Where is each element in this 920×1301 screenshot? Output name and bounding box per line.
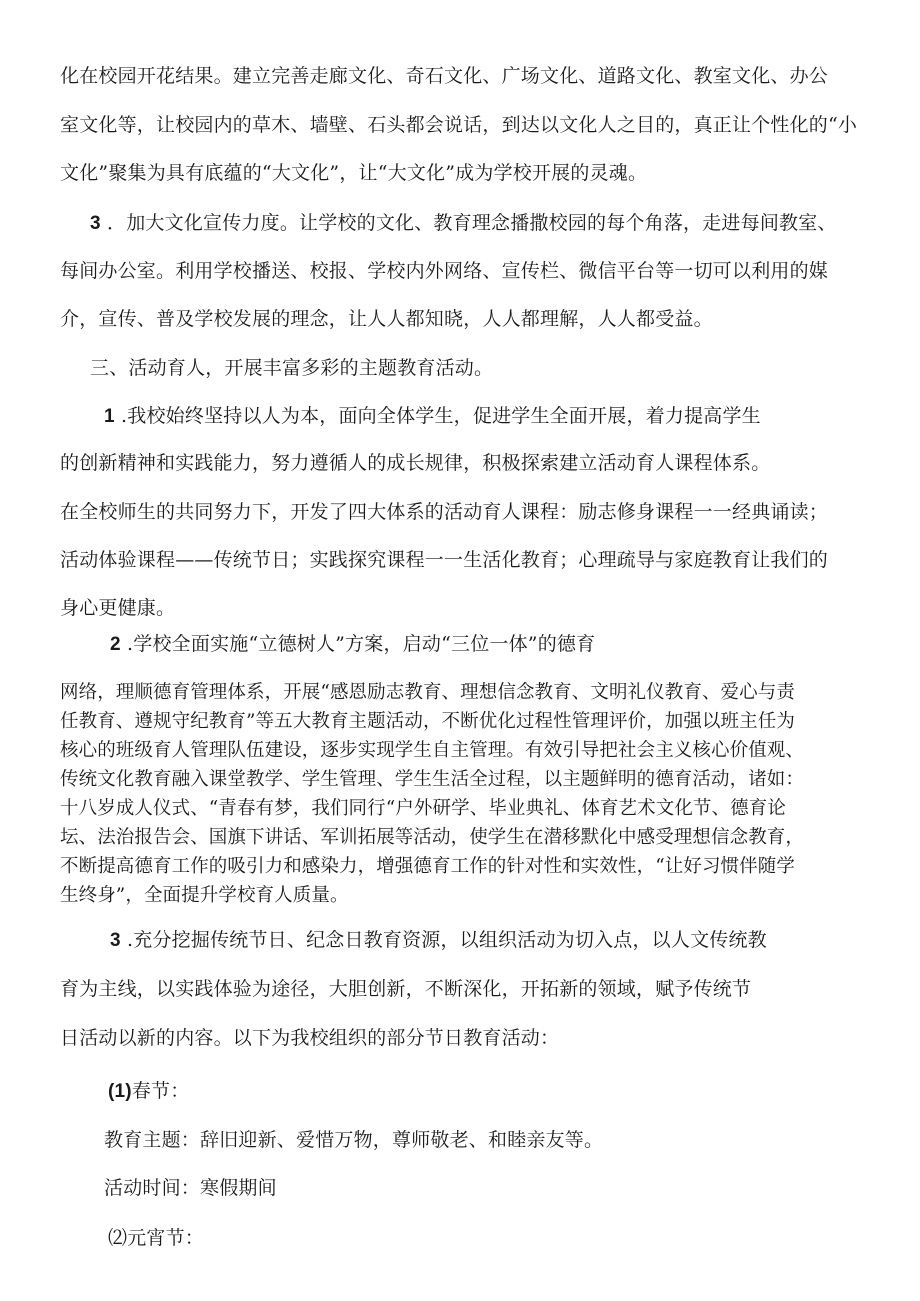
paragraph-line: 生终身”，全面提升学校育人质量。: [60, 885, 349, 906]
list-text: .充分挖掘传统节日、纪念日教育资源，以组织活动为切入点，以人文传统教: [127, 929, 767, 951]
list-item-1-activities: [104, 404, 761, 429]
paragraph-line: 传统文化教育融入课堂教学、学生管理、学生生活全过程，以主题鲜明的德育活动，诸如：: [60, 769, 805, 790]
list-number: 2: [110, 634, 121, 655]
paragraph-line: 日活动以新的内容。以下为我校组织的部分节日教育活动：: [60, 1027, 560, 1049]
paragraph-line: 任教育、遵规守纪教育”等五大教育主题活动，不断优化过程性管理评价，加强以班主任为: [60, 711, 795, 732]
list-item-3-culture: [90, 211, 837, 236]
paragraph-line: 十八岁成人仪式、“青春有梦，我们同行“户外研学、毕业典礼、体育艺术文化节、德育论: [60, 798, 786, 819]
list-text: .我校始终坚持以人为本，面向全体学生，促进学生全面开展，着力提高学生: [121, 405, 761, 427]
paragraph-line: 育为主线，以实践体验为途径，大胆创新，不断深化，开拓新的领域，赋予传统节: [60, 978, 752, 1000]
paragraph-line: 不断提高德育工作的吸引力和感染力，增强德育工作的针对性和实效性，“让好习惯伴随学: [60, 856, 795, 877]
paragraph-line: 核心的班级育人管理队伍建设，逐步实现学生自主管理。有效引导把社会主义核心价值观、: [60, 740, 805, 761]
activity-time: 活动时间：寒假期间: [104, 1177, 277, 1199]
paragraph-line: 身心更健康。: [60, 597, 176, 619]
paragraph-line: 的创新精神和实践能力，努力遵循人的成长规律，积极探索建立活动育人课程体系。: [60, 452, 771, 474]
list-number: 1: [104, 406, 115, 427]
paragraph-line: 文化”聚集为具有底蕴的“大文化”，让“大文化”成为学校开展的灵魂。: [60, 162, 648, 184]
section-heading: 三、活动育人，开展丰富多彩的主题教育活动。: [90, 357, 494, 379]
list-item-2-moral-education: [110, 632, 595, 657]
festival-spring-heading: [108, 1079, 189, 1104]
list-number: (1): [108, 1081, 132, 1102]
paragraph-line: 活动体验课程——传统节日；实践探究课程一一生活化教育；心理疏导与家庭教育让我们的: [60, 549, 829, 571]
paragraph-line: 室文化等，让校园内的草木、墙壁、石头都会说话，到达以文化人之目的，真正让个性化的“小: [60, 114, 858, 136]
paragraph-line: 坛、法治报告会、国旗下讲话、军训拓展等活动，使学生在潜移默化中感受理想信念教育，: [60, 827, 805, 848]
paragraph-line: 化在校园开花结果。建立完善走廊文化、奇石文化、广场文化、道路文化、教室文化、办公: [60, 65, 829, 87]
list-item-3-festivals: [110, 928, 767, 953]
list-number: 3: [90, 213, 101, 234]
paragraph-line: 在全校师生的共同努力下，开发了四大体系的活动育人课程：励志修身课程一一经典诵读；: [60, 501, 829, 523]
list-number: 3: [110, 930, 121, 951]
festival-lantern-heading: ⑵元宵节：: [108, 1227, 205, 1249]
list-text: .学校全面实施“立德树人”方案，启动“三位一体”的德育: [127, 633, 596, 655]
paragraph-line: 网络，理顺德育管理体系，开展“感恩励志教育、理想信念教育、文明礼仪教育、爱心与责: [60, 682, 795, 703]
education-theme: 教育主题：辞旧迎新、爱惜万物，尊师敬老、和睦亲友等。: [104, 1129, 604, 1151]
festival-name: 春节：: [131, 1080, 190, 1102]
paragraph-line: 每间办公室。利用学校播送、校报、学校内外网络、宣传栏、微信平台等一切可以利用的媒: [60, 260, 829, 282]
list-text: ．加大文化宣传力度。让学校的文化、教育理念播撒校园的每个角落，走进每间教室、: [107, 212, 837, 234]
paragraph-line: 介，宣传、普及学校发展的理念，让人人都知晓，人人都理解，人人都受益。: [60, 308, 713, 330]
